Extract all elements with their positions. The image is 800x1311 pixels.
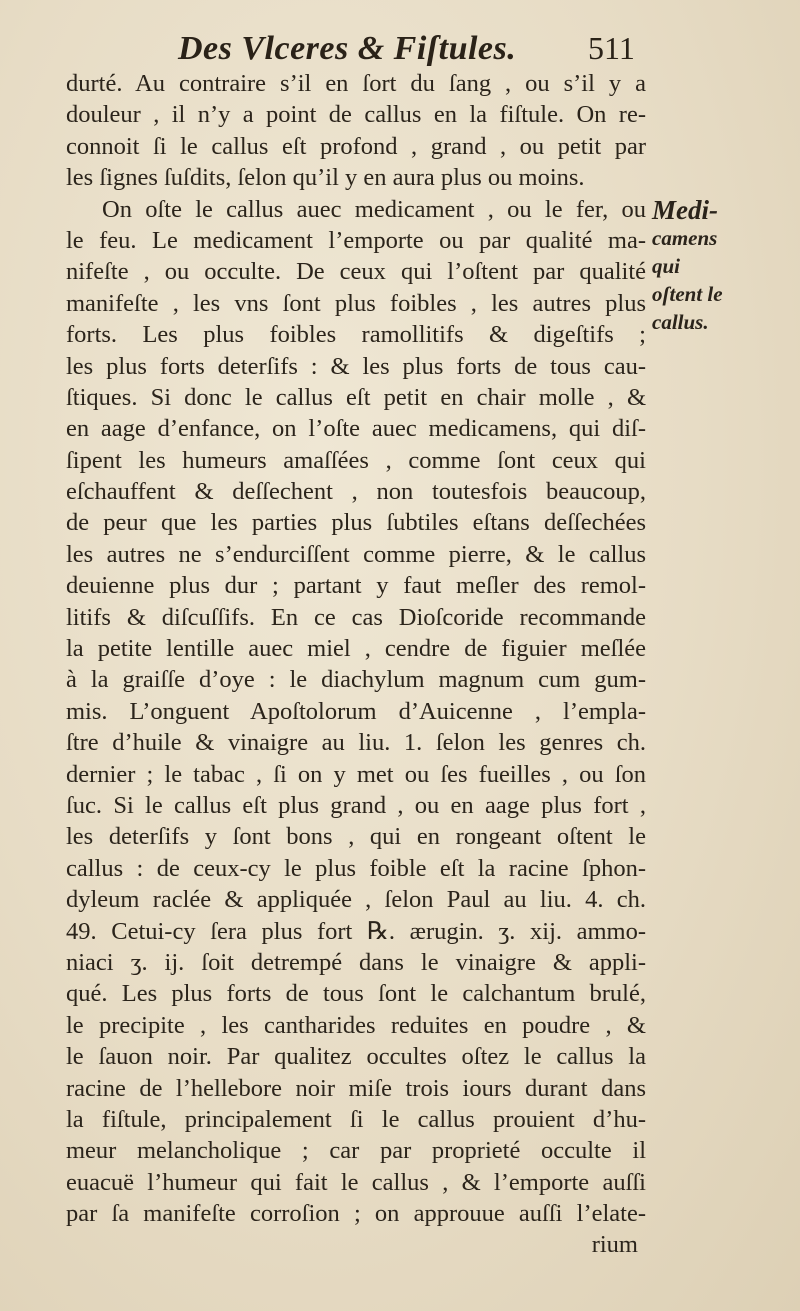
text-line: durté. Au contraire s’il en ſort du ſang , ou s’il y a <box>66 70 646 97</box>
text-line: le ſauon noir. Par qualitez occultes oſtez le callus la <box>66 1043 646 1071</box>
text-line: forts. Les plus foibles ramollitifs & digeſtifs ; <box>66 321 646 349</box>
text-line: ſuc. Si le callus eſt plus grand , ou en aage plus fort , <box>66 791 646 819</box>
text-line: le feu. Le medicament l’emporte ou par qualité ma- <box>66 226 646 254</box>
catchword: rium <box>591 1231 638 1259</box>
text-line: les deterſifs y ſont bons , qui en rongeant oſtent le <box>66 823 646 851</box>
text-line: nifeſte , ou occulte. De ceux qui l’oſtent par qualité <box>66 258 646 286</box>
text-line: les autres ne s’endurciſſent comme pierre, & le callus <box>66 540 646 568</box>
text-line: qué. Les plus forts de tous ſont le calchantum brulé, <box>66 980 646 1008</box>
text-line: On oſte le callus auec medicament , ou le fer, ou <box>102 195 646 223</box>
text-line: meur melancholique ; car par proprieté occulte il <box>66 1137 646 1165</box>
text-line: dyleum raclée & appliquée , ſelon Paul au liu. 4. ch. <box>66 886 646 914</box>
text-line: le precipite , les cantharides reduites en poudre , & <box>66 1011 646 1039</box>
text-line: niaci ʒ. ij. ſoit detrempé dans le vinaigre & appli- <box>66 948 646 976</box>
text-line: ſtiques. Si donc le callus eſt petit en chair molle , & <box>66 383 646 411</box>
body-text <box>66 68 646 1261</box>
text-line: callus : de ceux-cy le plus foible eſt la racine ſphon- <box>66 854 646 882</box>
margin-note-line: Medi- <box>652 195 718 225</box>
margin-note-line: camens <box>652 226 718 250</box>
text-line: la fiſtule, principalement ſi le callus prouient d’hu- <box>66 1105 646 1133</box>
text-line: deuienne plus dur ; partant y faut meſler des remol- <box>66 572 646 600</box>
text-line: de peur que les parties plus ſubtiles eſtans deſſechées <box>66 509 646 537</box>
text-line: ſipent les humeurs amaſſées , comme ſont ceux qui <box>66 446 646 474</box>
margin-note-line: oſtent le <box>652 282 723 306</box>
text-line: racine de l’hellebore noir miſe trois iours durant dans <box>66 1074 646 1102</box>
page-header <box>0 28 800 72</box>
margin-note-line: callus. <box>652 310 709 334</box>
text-line: en aage d’enfance, on l’oſte auec medicamens, qui diſ- <box>66 415 646 443</box>
text-line: à la graiſſe d’oye : le diachylum magnum cum gum- <box>66 666 646 694</box>
text-line: par ſa manifeſte corroſion ; on approuue auſſi l’elate- <box>66 1200 646 1228</box>
text-line: mis. L’onguent Apoſtolorum d’Auicenne , l’empla- <box>66 697 646 725</box>
text-line: eſchauffent & deſſechent , non toutesfois beaucoup, <box>66 478 646 506</box>
text-line: euacuë l’humeur qui fait le callus , & l’emporte auſſi <box>66 1168 646 1196</box>
page-number: 511 <box>588 30 635 66</box>
text-line: manifeſte , les vns ſont plus foibles , les autres plus <box>66 289 646 317</box>
text-line: les plus forts deterſifs : & les plus forts de tous cau- <box>66 352 646 380</box>
margin-note-line: qui <box>652 254 681 278</box>
text-line: les ſignes ſuſdits, ſelon qu’il y en aura plus ou moins. <box>66 164 585 192</box>
text-line: litifs & diſcuſſifs. En ce cas Dioſcoride recommande <box>66 603 646 631</box>
text-line: douleur , il n’y a point de callus en la fiſtule. On re- <box>66 101 646 129</box>
text-line: 49. Cetui-cy ſera plus fort ℞. ærugin. ʒ. xij. ammo- <box>66 917 646 945</box>
text-line: connoit ſi le callus eſt profond , grand , ou petit par <box>66 132 646 160</box>
text-line: dernier ; le tabac , ſi on y met ou ſes fueilles , ou ſon <box>66 760 646 788</box>
text-line: ſtre d’huile & vinaigre au liu. 1. ſelon les genres ch. <box>66 729 646 757</box>
running-title: Des Vlceres & Fiſtules. <box>178 30 517 67</box>
margin-note <box>652 196 782 336</box>
text-line: la petite lentille auec miel , cendre de figuier meſlée <box>66 635 646 663</box>
